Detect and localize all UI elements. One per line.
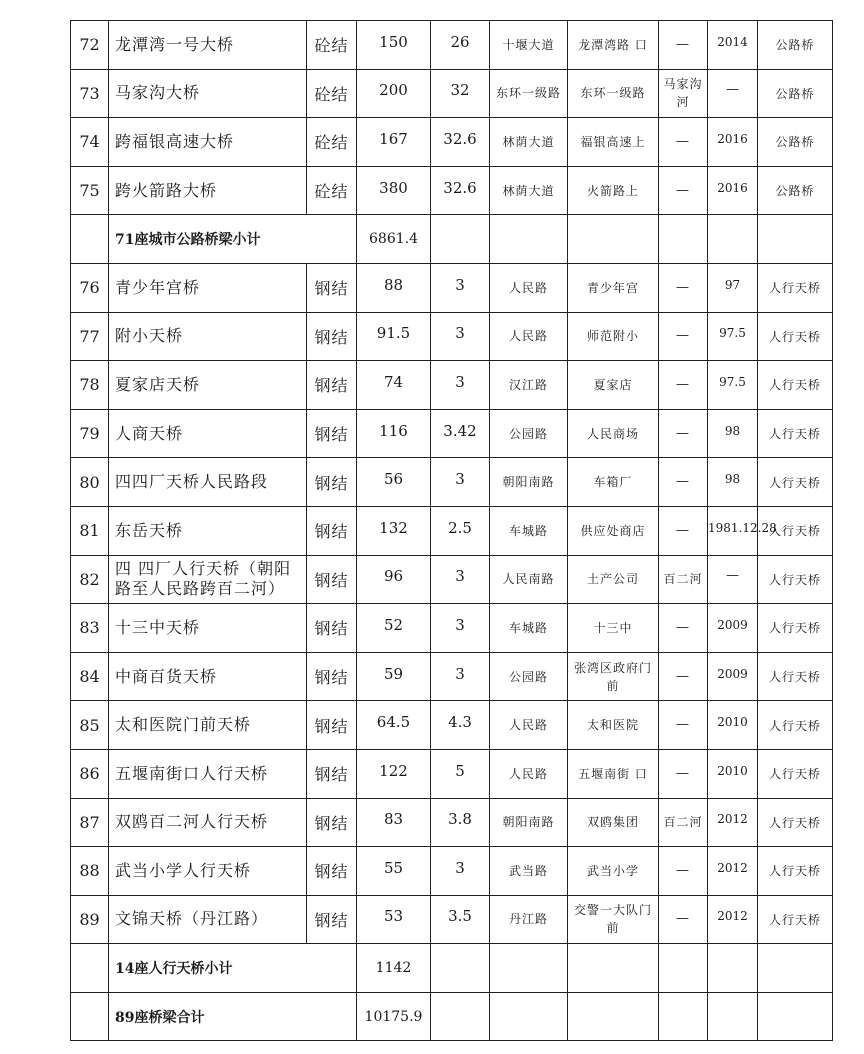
bridge-length: 56 <box>357 458 431 507</box>
river-name: — <box>659 895 708 944</box>
bridge-number: 74 <box>71 118 109 167</box>
empty-cell <box>431 215 490 264</box>
bridge-name: 武当小学人行天桥 <box>109 847 307 896</box>
build-year: 97.5 <box>708 312 758 361</box>
table-row <box>71 166 833 215</box>
structure-type: 钢结 <box>307 409 357 458</box>
bridge-number: 87 <box>71 798 109 847</box>
empty-cell <box>758 215 833 264</box>
structure-type: 钢结 <box>307 895 357 944</box>
bridge-type: 人行天桥 <box>758 263 833 312</box>
crossing-location: 武当小学 <box>568 847 659 896</box>
bridge-name: 夏家店天桥 <box>109 361 307 410</box>
bridge-width: 3 <box>431 604 490 653</box>
crossing-location: 土产公司 <box>568 555 659 604</box>
table-row <box>71 118 833 167</box>
bridge-type: 人行天桥 <box>758 312 833 361</box>
river-name: — <box>659 118 708 167</box>
subtotal-value: 1142 <box>357 944 431 993</box>
crossing-location: 双鸥集团 <box>568 798 659 847</box>
build-year: — <box>708 69 758 118</box>
build-year: 98 <box>708 409 758 458</box>
empty-cell <box>568 215 659 264</box>
empty-cell <box>708 215 758 264</box>
table-row <box>71 506 833 555</box>
build-year: 2012 <box>708 895 758 944</box>
river-name: — <box>659 409 708 458</box>
road-name: 武当路 <box>490 847 568 896</box>
road-name: 朝阳南路 <box>490 458 568 507</box>
bridge-width: 3.8 <box>431 798 490 847</box>
crossing-location: 供应处商店 <box>568 506 659 555</box>
crossing-location: 张湾区政府门前 <box>568 652 659 701</box>
road-name: 汉江路 <box>490 361 568 410</box>
bridge-name: 附小天桥 <box>109 312 307 361</box>
bridge-name: 十三中天桥 <box>109 604 307 653</box>
bridge-width: 26 <box>431 21 490 70</box>
table-row <box>71 555 833 604</box>
river-name: 百二河 <box>659 798 708 847</box>
bridge-type: 公路桥 <box>758 166 833 215</box>
bridge-name: 四四厂天桥人民路段 <box>109 458 307 507</box>
bridge-length: 150 <box>357 21 431 70</box>
bridge-name: 中商百货天桥 <box>109 652 307 701</box>
table-row <box>71 458 833 507</box>
crossing-location: 东环一级路 <box>568 69 659 118</box>
river-name: — <box>659 506 708 555</box>
river-name: — <box>659 361 708 410</box>
bridge-width: 3 <box>431 652 490 701</box>
table-row <box>71 604 833 653</box>
crossing-location: 师范附小 <box>568 312 659 361</box>
empty-cell <box>431 992 490 1041</box>
bridge-width: 4.3 <box>431 701 490 750</box>
build-year: 2010 <box>708 701 758 750</box>
river-name: — <box>659 652 708 701</box>
bridge-name: 马家沟大桥 <box>109 69 307 118</box>
table-row <box>71 749 833 798</box>
structure-type: 钢结 <box>307 652 357 701</box>
bridge-type: 人行天桥 <box>758 749 833 798</box>
bridge-name: 文锦天桥（丹江路） <box>109 895 307 944</box>
bridge-width: 32.6 <box>431 166 490 215</box>
table-row <box>71 798 833 847</box>
structure-type: 钢结 <box>307 749 357 798</box>
crossing-location: 火箭路上 <box>568 166 659 215</box>
bridge-type: 人行天桥 <box>758 798 833 847</box>
crossing-location: 青少年宫 <box>568 263 659 312</box>
road-name: 人民路 <box>490 263 568 312</box>
build-year: 98 <box>708 458 758 507</box>
build-year: 2016 <box>708 166 758 215</box>
river-name: 百二河 <box>659 555 708 604</box>
crossing-location: 车箱厂 <box>568 458 659 507</box>
bridge-type: 人行天桥 <box>758 604 833 653</box>
table-row <box>71 21 833 70</box>
empty-cell <box>708 944 758 993</box>
build-year: 97.5 <box>708 361 758 410</box>
bridge-number: 89 <box>71 895 109 944</box>
subtotal-row <box>71 992 833 1041</box>
bridge-number: 80 <box>71 458 109 507</box>
structure-type: 钢结 <box>307 847 357 896</box>
structure-type: 砼结 <box>307 118 357 167</box>
structure-type: 钢结 <box>307 506 357 555</box>
bridge-type: 公路桥 <box>758 118 833 167</box>
bridge-number: 81 <box>71 506 109 555</box>
structure-type: 钢结 <box>307 361 357 410</box>
bridge-length: 74 <box>357 361 431 410</box>
bridge-number: 78 <box>71 361 109 410</box>
bridge-width: 32 <box>431 69 490 118</box>
bridge-type: 人行天桥 <box>758 506 833 555</box>
river-name: — <box>659 166 708 215</box>
bridge-length: 52 <box>357 604 431 653</box>
bridge-length: 116 <box>357 409 431 458</box>
bridge-type: 人行天桥 <box>758 701 833 750</box>
bridge-number: 72 <box>71 21 109 70</box>
structure-type: 钢结 <box>307 798 357 847</box>
empty-cell <box>490 944 568 993</box>
table-row <box>71 701 833 750</box>
bridge-length: 96 <box>357 555 431 604</box>
bridge-type: 公路桥 <box>758 69 833 118</box>
structure-type: 钢结 <box>307 458 357 507</box>
bridge-number: 77 <box>71 312 109 361</box>
crossing-location: 五堰南街 口 <box>568 749 659 798</box>
bridge-type: 人行天桥 <box>758 895 833 944</box>
table-row <box>71 895 833 944</box>
bridge-length: 83 <box>357 798 431 847</box>
structure-type: 砼结 <box>307 21 357 70</box>
subtotal-row <box>71 944 833 993</box>
river-name: — <box>659 604 708 653</box>
bridge-type: 人行天桥 <box>758 361 833 410</box>
crossing-location: 龙潭湾路 口 <box>568 21 659 70</box>
bridge-name: 跨火箭路大桥 <box>109 166 307 215</box>
crossing-location: 福银高速上 <box>568 118 659 167</box>
bridge-width: 3 <box>431 555 490 604</box>
bridge-length: 91.5 <box>357 312 431 361</box>
bridge-width: 5 <box>431 749 490 798</box>
road-name: 人民路 <box>490 749 568 798</box>
bridge-type: 人行天桥 <box>758 555 833 604</box>
subtotal-row <box>71 215 833 264</box>
build-year: 2012 <box>708 798 758 847</box>
river-name: — <box>659 312 708 361</box>
structure-type: 钢结 <box>307 555 357 604</box>
bridge-number: 84 <box>71 652 109 701</box>
road-name: 东环一级路 <box>490 69 568 118</box>
empty-cell <box>71 992 109 1041</box>
build-year: 1981.12.28 <box>708 506 758 555</box>
build-year: 2012 <box>708 847 758 896</box>
empty-cell <box>708 992 758 1041</box>
bridge-width: 3 <box>431 263 490 312</box>
build-year: 2014 <box>708 21 758 70</box>
bridge-table <box>70 20 833 1041</box>
empty-cell <box>71 944 109 993</box>
bridge-number: 73 <box>71 69 109 118</box>
road-name: 公园路 <box>490 652 568 701</box>
structure-type: 钢结 <box>307 312 357 361</box>
build-year: 97 <box>708 263 758 312</box>
bridge-width: 3 <box>431 361 490 410</box>
bridge-name: 人商天桥 <box>109 409 307 458</box>
empty-cell <box>659 944 708 993</box>
bridge-number: 75 <box>71 166 109 215</box>
bridge-name: 东岳天桥 <box>109 506 307 555</box>
bridge-number: 82 <box>71 555 109 604</box>
table-row <box>71 263 833 312</box>
table-body <box>71 21 833 1041</box>
bridge-number: 86 <box>71 749 109 798</box>
bridge-length: 132 <box>357 506 431 555</box>
river-name: 马家沟河 <box>659 69 708 118</box>
subtotal-value: 10175.9 <box>357 992 431 1041</box>
build-year: 2009 <box>708 604 758 653</box>
bridge-width: 3 <box>431 312 490 361</box>
empty-cell <box>758 944 833 993</box>
empty-cell <box>758 992 833 1041</box>
road-name: 人民路 <box>490 312 568 361</box>
empty-cell <box>490 992 568 1041</box>
table-row <box>71 847 833 896</box>
bridge-length: 53 <box>357 895 431 944</box>
crossing-location: 交警一大队门前 <box>568 895 659 944</box>
bridge-type: 人行天桥 <box>758 652 833 701</box>
empty-cell <box>568 944 659 993</box>
build-year: — <box>708 555 758 604</box>
bridge-type: 人行天桥 <box>758 458 833 507</box>
crossing-location: 太和医院 <box>568 701 659 750</box>
bridge-length: 64.5 <box>357 701 431 750</box>
river-name: — <box>659 458 708 507</box>
empty-cell <box>659 215 708 264</box>
bridge-number: 79 <box>71 409 109 458</box>
bridge-table-page <box>70 20 832 1041</box>
road-name: 车城路 <box>490 604 568 653</box>
bridge-width: 32.6 <box>431 118 490 167</box>
bridge-name: 五堰南街口人行天桥 <box>109 749 307 798</box>
structure-type: 钢结 <box>307 263 357 312</box>
bridge-length: 88 <box>357 263 431 312</box>
bridge-type: 人行天桥 <box>758 847 833 896</box>
empty-cell <box>490 215 568 264</box>
bridge-number: 88 <box>71 847 109 896</box>
bridge-width: 2.5 <box>431 506 490 555</box>
bridge-type: 公路桥 <box>758 21 833 70</box>
bridge-name: 太和医院门前天桥 <box>109 701 307 750</box>
road-name: 公园路 <box>490 409 568 458</box>
build-year: 2009 <box>708 652 758 701</box>
road-name: 人民南路 <box>490 555 568 604</box>
road-name: 人民路 <box>490 701 568 750</box>
table-row <box>71 409 833 458</box>
empty-cell <box>71 215 109 264</box>
crossing-location: 夏家店 <box>568 361 659 410</box>
table-row <box>71 312 833 361</box>
bridge-width: 3.42 <box>431 409 490 458</box>
road-name: 林荫大道 <box>490 166 568 215</box>
structure-type: 钢结 <box>307 701 357 750</box>
road-name: 十堰大道 <box>490 21 568 70</box>
empty-cell <box>659 992 708 1041</box>
bridge-name: 跨福银高速大桥 <box>109 118 307 167</box>
bridge-number: 76 <box>71 263 109 312</box>
table-row <box>71 652 833 701</box>
table-row <box>71 361 833 410</box>
subtotal-label: 14座人行天桥小计 <box>109 944 357 993</box>
road-name: 丹江路 <box>490 895 568 944</box>
bridge-name: 四 四厂人行天桥（朝阳路至人民路跨百二河） <box>109 555 307 604</box>
road-name: 车城路 <box>490 506 568 555</box>
bridge-length: 200 <box>357 69 431 118</box>
road-name: 林荫大道 <box>490 118 568 167</box>
bridge-length: 122 <box>357 749 431 798</box>
bridge-width: 3 <box>431 458 490 507</box>
river-name: — <box>659 21 708 70</box>
bridge-name: 龙潭湾一号大桥 <box>109 21 307 70</box>
bridge-name: 双鸥百二河人行天桥 <box>109 798 307 847</box>
subtotal-label: 89座桥梁合计 <box>109 992 357 1041</box>
crossing-location: 人民商场 <box>568 409 659 458</box>
bridge-length: 59 <box>357 652 431 701</box>
crossing-location: 十三中 <box>568 604 659 653</box>
bridge-length: 55 <box>357 847 431 896</box>
empty-cell <box>568 992 659 1041</box>
subtotal-value: 6861.4 <box>357 215 431 264</box>
road-name: 朝阳南路 <box>490 798 568 847</box>
bridge-length: 380 <box>357 166 431 215</box>
table-row <box>71 69 833 118</box>
bridge-number: 83 <box>71 604 109 653</box>
river-name: — <box>659 701 708 750</box>
structure-type: 钢结 <box>307 604 357 653</box>
build-year: 2016 <box>708 118 758 167</box>
river-name: — <box>659 263 708 312</box>
empty-cell <box>431 944 490 993</box>
bridge-number: 85 <box>71 701 109 750</box>
bridge-length: 167 <box>357 118 431 167</box>
structure-type: 砼结 <box>307 69 357 118</box>
bridge-width: 3.5 <box>431 895 490 944</box>
river-name: — <box>659 847 708 896</box>
bridge-name: 青少年宫桥 <box>109 263 307 312</box>
river-name: — <box>659 749 708 798</box>
subtotal-label: 71座城市公路桥梁小计 <box>109 215 357 264</box>
bridge-type: 人行天桥 <box>758 409 833 458</box>
structure-type: 砼结 <box>307 166 357 215</box>
build-year: 2010 <box>708 749 758 798</box>
bridge-width: 3 <box>431 847 490 896</box>
